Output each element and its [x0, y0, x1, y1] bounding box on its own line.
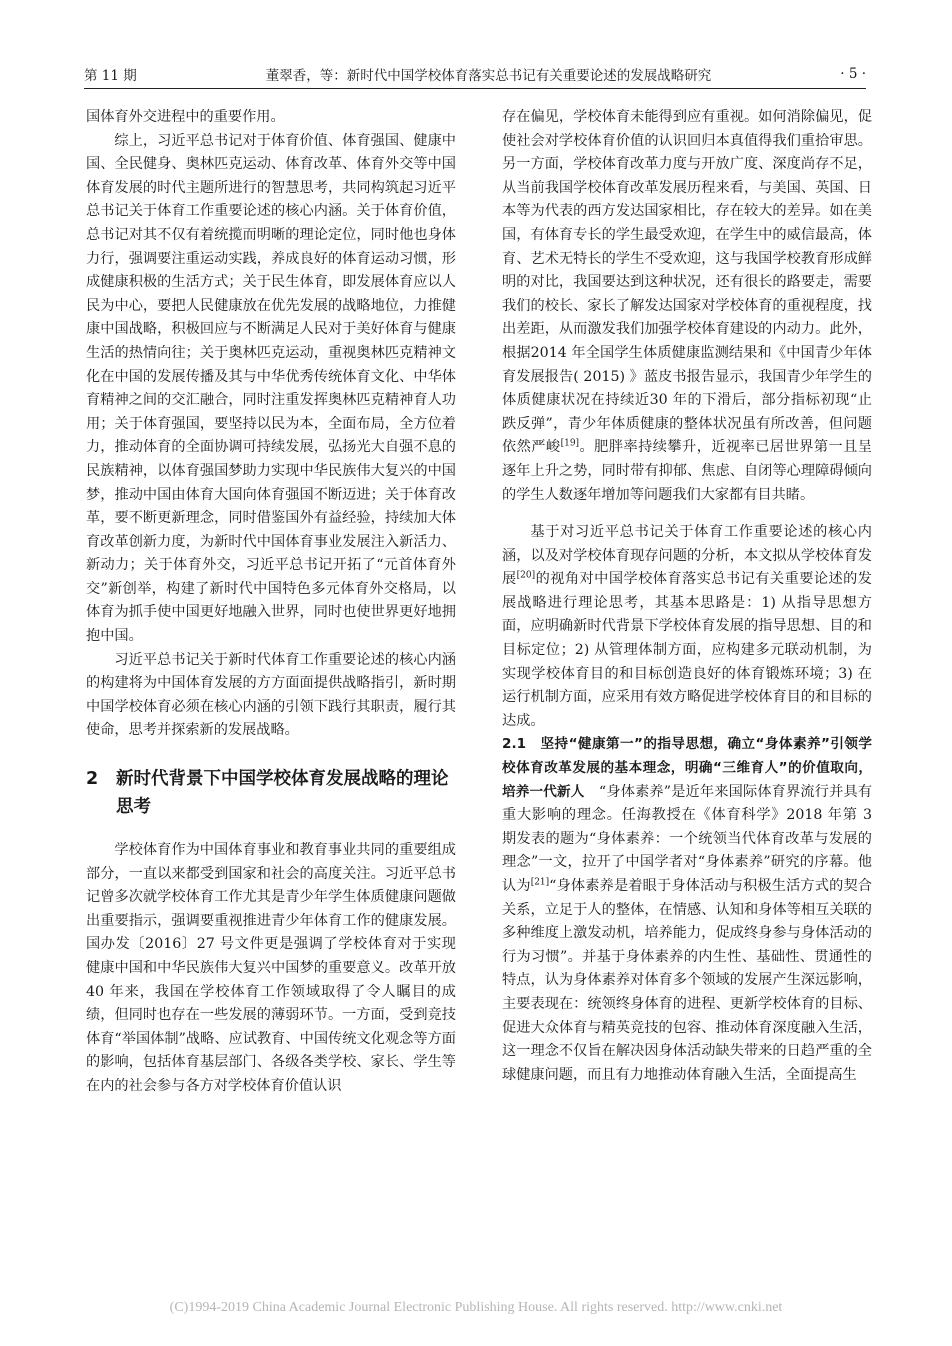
right-paragraph-1	[502, 106, 872, 507]
right-paragraph-1-text-a: 存在偏见，学校体育未能得到应有重视。如何消除偏见，促使社会对学校体育价值的认识回归本真值得我们重拾审思。另一方面，学校体育改革力度与开放广度、深度尚存不足，从当前我国学校体育改革发展历程来看，与美国、英国、日本等为代表的西方发达国家相比，存在较大的差异。如在美国，有体育专长的学生最受欢迎，在学生中的威信最高，体育、艺术无特长的学生不受欢迎，这与我国学校教育形成鲜明的对比，我国要达到这种状况，还有很长的路要走，需要我们的校长、家长了解发达国家对学校体育的重视程度，找出差距，从而激发我们加强学校体育建设的内动力。此外，根据2014 年全国学生体质健康监测结果和《中国青少年体育发展报告( 2015) 》蓝皮书报告显示，我国青少年学生的体质健康状况在持续近30 年的下滑后，部分指标初现“止跌反弹”，青少年体质健康的整体状况虽有所改善，但问题依然严峻	[502, 109, 872, 456]
left-paragraph-4: 学校体育作为中国体育事业和教育事业共同的重要组成部分，一直以来都受到国家和社会的高度关注。习近平总书记曾多次就学校体育工作尤其是青少年学生体质健康问题做出重要指示，强调要重视推进青少年体育工作的健康发展。国办发〔2016〕27 号文件更是强调了学校体育对于实现健康中国和中华民族伟大复兴中国梦的重要意义。改革开放40 年来，我国在学校体育工作领域取得了令人瞩目的成绩，但同时也存在一些发展的薄弱环节。一方面，受到竞技体育“举国体制”战略、应试教育、中国传统文化观念等方面的影响，包括体育基层部门、各级各类学校、家长、学生等在内的社会参与各方对学校体育价值认识	[86, 842, 456, 1094]
left-paragraph-3: 习近平总书记关于新时代体育工作重要论述的核心内涵的构建将为中国体育发展的方方面面提供战略指引，新时期中国学校体育必须在核心内涵的引领下践行其职责，履行其使命，思考并探索新的发展战略。	[86, 651, 456, 739]
right-paragraph-1-text-b: 。肥胖率持续攀升，近视率已居世界第一且呈逐年上升之势，同时带有抑郁、焦虑、自闭等心理障碍倾向的学生人数逐年增加等问题我们大家都有目共睹。	[502, 439, 872, 503]
issue-label: 第 11 期	[84, 68, 137, 84]
citation-19: [19]	[560, 438, 580, 449]
left-paragraph-1: 国体育外交进程中的重要作用。	[86, 109, 285, 125]
subsection-heading: 2.1 坚持“健康第一”的指导思想，确立“身体素养”引领学校体育改革发展的基本理念，明确“三维育人”的价值取向，培养一代新人	[502, 736, 872, 800]
right-paragraph-2	[502, 521, 872, 733]
right-paragraph-2-text-b: 的视角对中国学校体育落实总书记有关重要论述的发展战略进行理论思考，其基本思路是：1) 从指导思想方面，应明确新时代背景下学校体育发展的指导思想、目的和目标定位；2) 从管理体制方面，应构建多元联动机制，为实现学校体育目的和目标创造良好的体育锻炼环境；3) 在运行机制方面，应采用有效方略促进学校体育目的和目标的达成。	[502, 571, 872, 729]
citation-20: [20]	[516, 570, 536, 581]
right-paragraph-3	[502, 733, 872, 1087]
paragraph-gap	[502, 507, 872, 521]
right-paragraph-3-text-b: “身体素养是着眼于身体活动与积极生活方式的契合关系，立足于人的整体，在情感、认知和身体等相互关联的多种维度上激发动机，培养能力，促成终身参与身体活动的行为习惯”。并基于身体素养的内生性、基础性、贯通性的特点，认为身体素养对体育多个领域的发展产生深远影响，主要表现在：统领终身体育的进程、更新学校体育的目标、促进大众体育与精英竞技的包容、推动体育深度融入生活，这一理念不仅旨在解决因身体活动缺失带来的日趋严重的全球健康问题，而且有力地推动体育融入生活，全面提高生	[502, 878, 872, 1083]
running-header	[84, 62, 866, 86]
right-paragraph-2-text-a: 基于对习近平总书记关于体育工作重要论述的核心内涵，以及对学校体育现存问题的分析，本文拟从学校体育发展	[502, 524, 872, 588]
right-paragraph-3-text-a: “身体素养”是近年来国际体育界流行并具有重大影响的理念。任海教授在《体育科学》2018 年第 3 期发表的题为“身体素养：一个统领当代体育改革与发展的理念”一文，拉开了中国学者对“身体素养”研究的序幕。他认为	[502, 783, 873, 894]
section-number: 2	[86, 769, 99, 790]
citation-21: [21]	[530, 877, 550, 888]
running-title: 董翠香，等：新时代中国学校体育落实总书记有关重要论述的发展战略研究	[265, 68, 712, 84]
right-column	[502, 106, 872, 1087]
page-number: · 5 ·	[840, 66, 866, 82]
left-column	[86, 106, 456, 1099]
section-heading	[86, 765, 456, 821]
header-rule	[84, 88, 866, 89]
section-title: 新时代背景下中国学校体育发展战略的理论思考	[116, 769, 449, 818]
left-paragraph-2: 综上，习近平总书记对于体育价值、体育强国、健康中国、全民健身、奥林匹克运动、体育改革、体育外交等中国体育发展的时代主题所进行的智慧思考，共同构筑起习近平总书记关于体育工作重要论述的核心内涵。关于体育价值，总书记对其不仅有着统揽而明晰的理论定位，同时他也身体力行，强调要注重运动实践，养成良好的体育运动习惯，形成健康积极的生活方式；关于民生体育，即发展体育应以人民为中心，要把人民健康放在优先发展的战略地位，力推健康中国战略，积极回应与不断满足人民对于美好体育与健康生活的热情向往；关于奥林匹克运动，重视奥林匹克精神文化在中国的发展传播及其与中华优秀传统体育文化、中华体育精神之间的交汇融合，同时注重发挥奥林匹克精神育人功用；关于体育强国，要坚持以民为本，全面布局，全方位着力，推动体育的全面协调可持续发展，弘扬光大自强不息的民族精神，以体育强国梦助力实现中华民族伟大复兴的中国梦，推动中国由体育大国向体育强国不断迈进；关于体育改革，要不断更新理念，同时借鉴国外有益经验，持续加大体育改革创新力度，为新时代中国体育事业发展注入新活力、新动力；关于体育外交，习近平总书记开拓了“元首体育外交”新创举，构建了新时代中国特色多元体育外交格局，以体育为抓手使中国更好地融入世界，同时也使世界更好地拥抱中国。	[86, 132, 456, 645]
copyright-footer: (C)1994-2019 China Academic Journal Electronic Publishing House. All rights reserved. http://www.cnki.net	[169, 1300, 783, 1315]
